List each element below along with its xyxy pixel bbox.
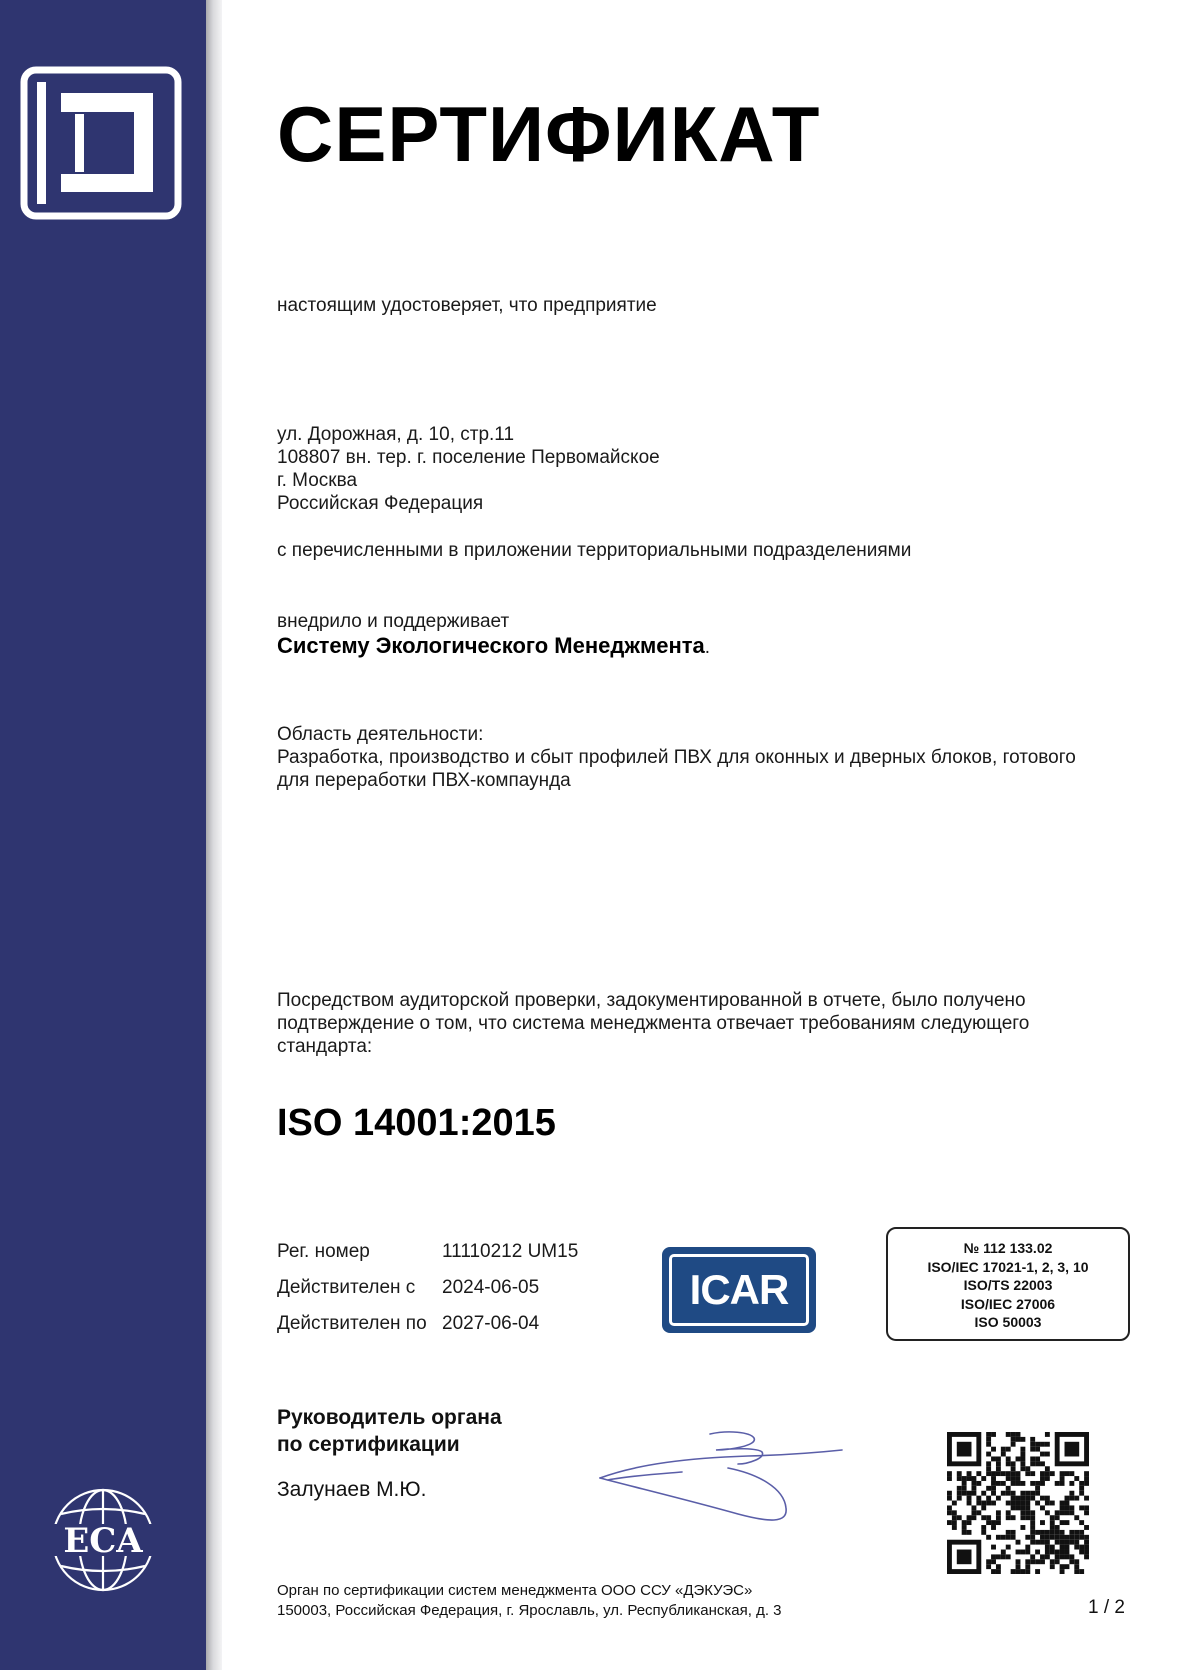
page-number: 1 / 2 (1088, 1597, 1125, 1618)
signature-icon (598, 1428, 844, 1532)
management-system-name (277, 634, 710, 659)
icar-logo (662, 1247, 816, 1333)
registration-table (277, 1241, 578, 1349)
accreditation-line: ISO/IEC 17021-1, 2, 3, 10 (927, 1258, 1089, 1275)
head-title (277, 1404, 502, 1458)
qr-code-icon (947, 1432, 1089, 1574)
accreditation-line: ISO/IEC 27006 (960, 1295, 1056, 1312)
iso-standard: ISO 14001:2015 (277, 1102, 556, 1144)
address-line: 108807 вн. тер. г. поселение Первомайское (277, 447, 660, 468)
scope-block (277, 723, 1076, 792)
head-name: Залунаев М.Ю. (277, 1478, 427, 1501)
footer-line: Орган по сертификации систем менеджмента ООО ССУ «ДЭКУЭС» (277, 1582, 753, 1599)
reg-number-label: Рег. номер (277, 1241, 370, 1262)
scope-line: для переработки ПВХ-компаунда (277, 770, 571, 791)
icar-logo-text: ICAR (669, 1254, 809, 1326)
audit-statement (277, 989, 1029, 1058)
company-address (277, 423, 660, 515)
sidebar-shadow (206, 0, 222, 1670)
valid-from-label: Действителен с (277, 1277, 416, 1298)
eca-logo-text: ECA (63, 1521, 143, 1561)
scope-label: Область деятельности: (277, 724, 484, 745)
audit-line: Посредством аудиторской проверки, задокументированной в отчете, было получено (277, 990, 1026, 1011)
address-line: ул. Дорожная, д. 10, стр.11 (277, 424, 515, 445)
accreditation-line: № 112 133.02 (963, 1240, 1053, 1256)
registration-row (277, 1313, 578, 1349)
dqs-logo-icon (20, 66, 182, 220)
footer-address (277, 1581, 782, 1621)
footer-line: 150003, Российская Федерация, г. Ярославль, ул. Республиканская, д. 3 (277, 1602, 782, 1619)
audit-line: подтверждение о том, что система менеджмента отвечает требованиям следующего (277, 1013, 1030, 1034)
valid-to-label: Действителен по (277, 1313, 427, 1334)
implemented-label: внедрило и поддерживает (277, 611, 510, 632)
eca-globe-logo-icon (42, 1486, 164, 1594)
subdivisions-note: с перечисленными в приложении территориальными подразделениями (277, 540, 912, 561)
valid-to-value: 2027-06-04 (442, 1313, 540, 1334)
registration-row (277, 1277, 578, 1313)
address-line: Российская Федерация (277, 493, 484, 514)
system-name: Систему Экологического Менеджмента (277, 633, 705, 658)
accreditation-line: ISO 50003 (974, 1314, 1042, 1330)
system-name-punct: . (704, 637, 711, 658)
intro-text: настоящим удостоверяет, что предприятие (277, 295, 657, 316)
head-title-line: по сертификации (277, 1433, 460, 1456)
valid-from-value: 2024-06-05 (442, 1277, 540, 1298)
address-line: г. Москва (277, 470, 358, 491)
head-title-line: Руководитель органа (277, 1406, 502, 1429)
accreditation-box (886, 1227, 1130, 1341)
audit-line: стандарта: (277, 1036, 373, 1057)
accreditation-line: ISO/TS 22003 (963, 1277, 1053, 1293)
scope-line: Разработка, производство и сбыт профилей ПВХ для оконных и дверных блоков, готового (277, 747, 1076, 768)
reg-number-value: 11110212 UM15 (442, 1241, 579, 1262)
certificate-title: СЕРТИФИКАТ (277, 90, 821, 178)
registration-row (277, 1241, 578, 1277)
sidebar-band (0, 0, 206, 1670)
